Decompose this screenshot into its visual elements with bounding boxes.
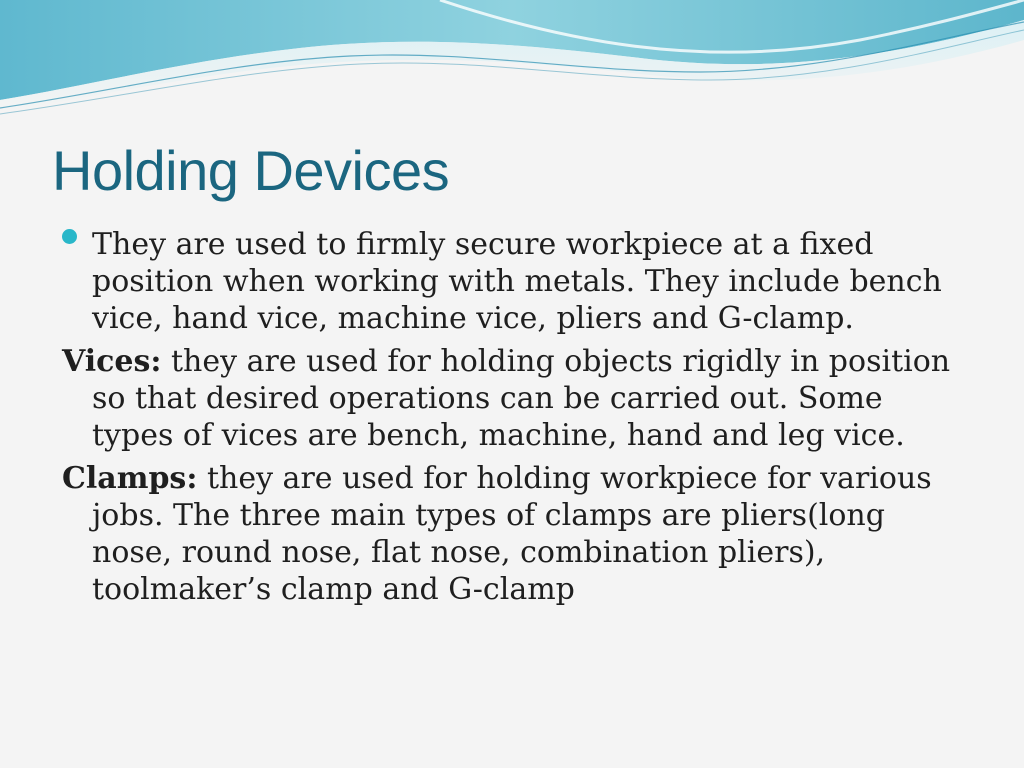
list-item — [62, 343, 967, 454]
paragraph-text: they are used for holding workpiece for various jobs. The three main types of clamps are pliers(long nose, round nose, flat nose, combination pliers), toolmaker’s clamp and G-clamp — [92, 461, 932, 607]
slide-title: Holding Devices — [52, 139, 450, 202]
slide-body — [62, 226, 967, 614]
term-vices: Vices: — [62, 344, 162, 379]
paragraph-text: They are used to firmly secure workpiece at a fixed position when working with metals. They include bench vice, hand vice, machine vice, pliers and G-clamp. — [92, 227, 942, 336]
list-item — [62, 460, 967, 608]
header-wave-decoration — [0, 0, 1024, 130]
paragraph-text: they are used for holding objects rigidly in position so that desired operations can be carried out. Some types of vices are bench, machine, hand and leg vice. — [92, 344, 951, 453]
bullet-dot-icon — [62, 229, 77, 244]
list-item — [62, 226, 967, 337]
term-clamps: Clamps: — [62, 461, 198, 496]
